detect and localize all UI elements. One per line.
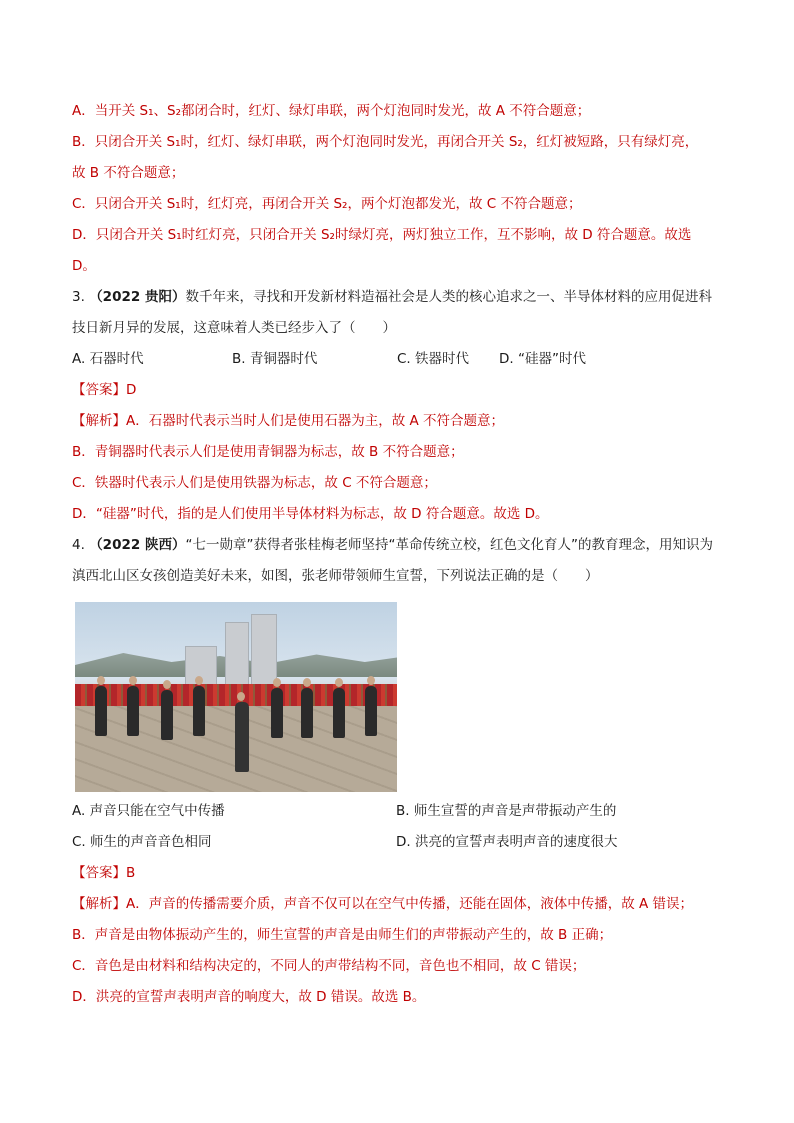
q3-options [72,344,732,375]
q3-option-d: D. “硅器”时代 [499,351,586,367]
photo-person [193,686,205,736]
q3-answer-tag: 【答案】 [72,382,126,398]
q3-answer [72,375,732,406]
q4-source: （2022 陕西） [89,537,186,553]
q3-number: 3. [72,289,85,305]
q3-analysis-d: D．“硅器”时代，指的是人们使用半导体材料为标志，故 D 符合题意。故选 D。 [72,506,549,522]
photo-person [271,688,283,738]
q4-analysis-a: A．声音的传播需要介质，声音不仅可以在空气中传播，还能在固体，液体中传播，故 A 错误； [126,896,694,912]
q3-source: （2022 贵阳） [89,289,186,305]
q4-stem-line1 [72,530,732,561]
q4-analysis-b: B．声音是由物体振动产生的，师生宣誓的声音是由师生们的声带振动产生的，故 B 正确； [72,927,613,943]
q2-analysis-d-line1: D．只闭合开关 S₁时红灯亮，只闭合开关 S₂时绿灯亮，两灯独立工作，互不影响，故 D 符合题意。故选 [72,227,692,243]
q2-analysis-b-line1: B．只闭合开关 S₁时，红灯、绿灯串联，两个灯泡同时发光，再闭合开关 S₂，红灯被短路，只有绿灯亮， [72,134,699,150]
q4-analysis-a-row [72,889,732,920]
photo-person [95,686,107,736]
q4-option-c: C. 师生的声音音色相同 [72,834,212,850]
q4-answer [72,858,732,889]
q4-options-row2 [72,827,732,858]
photo-teacher [235,702,249,772]
document-page [72,96,732,1013]
q4-analysis-c: C．音色是由材料和结构决定的，不同人的声带结构不同，音色也不相同，故 C 错误； [72,958,586,974]
photo-person [365,686,377,736]
photo-person [301,688,313,738]
q3-analysis-tag: 【解析】 [72,413,126,429]
oath-photo [75,602,397,792]
q3-stem-line1 [72,282,732,313]
q4-number: 4. [72,537,85,553]
q3-answer-value: D [126,382,137,398]
q4-answer-tag: 【答案】 [72,865,126,881]
q2-analysis-a: A．当开关 S₁、S₂都闭合时，红灯、绿灯串联，两个灯泡同时发光，故 A 不符合题意； [72,103,591,119]
q3-analysis-a-row [72,406,732,437]
q3-option-a: A. 石器时代 [72,351,144,367]
q4-option-d: D. 洪亮的宣誓声表明声音的速度很大 [396,834,618,850]
q4-answer-value: B [126,865,136,881]
q3-option-c: C. 铁器时代 [397,351,470,367]
photo-person [127,686,139,736]
q4-stem-line2: 滇西北山区女孩创造美好未来，如图，张老师带领师生宣誓，下列说法正确的是（ ） [72,568,599,584]
q4-analysis-tag: 【解析】 [72,896,126,912]
photo-person [161,690,173,740]
q2-analysis-d-line2: D。 [72,258,96,274]
q4-option-b: B. 师生宣誓的声音是声带振动产生的 [396,803,617,819]
q3-stem-text1: 数千年来，寻找和开发新材料造福社会是人类的核心追求之一、半导体材料的应用促进科 [185,289,712,305]
photo-person [333,688,345,738]
q3-option-b: B. 青铜器时代 [232,351,318,367]
q3-analysis-c: C．铁器时代表示人们是使用铁器为标志，故 C 不符合题意； [72,475,437,491]
q4-option-a: A. 声音只能在空气中传播 [72,803,225,819]
q2-analysis-c: C．只闭合开关 S₁时，红灯亮，再闭合开关 S₂，两个灯泡都发光，故 C 不符合题意； [72,196,582,212]
q2-analysis-b-line2: 故 B 不符合题意； [72,165,185,181]
q4-stem-text1: “七一勋章”获得者张桂梅老师坚持“革命传统立校，红色文化育人”的教育理念，用知识为 [185,537,713,553]
q3-analysis-a: A．石器时代表示当时人们是使用石器为主，故 A 不符合题意； [126,413,505,429]
q4-options-row1 [72,796,732,827]
q3-analysis-b: B．青铜器时代表示人们是使用青铜器为标志，故 B 不符合题意； [72,444,464,460]
q3-stem-line2: 技日新月异的发展，这意味着人类已经步入了（ ） [72,320,396,336]
q4-analysis-d: D．洪亮的宣誓声表明声音的响度大，故 D 错误。故选 B。 [72,989,426,1005]
